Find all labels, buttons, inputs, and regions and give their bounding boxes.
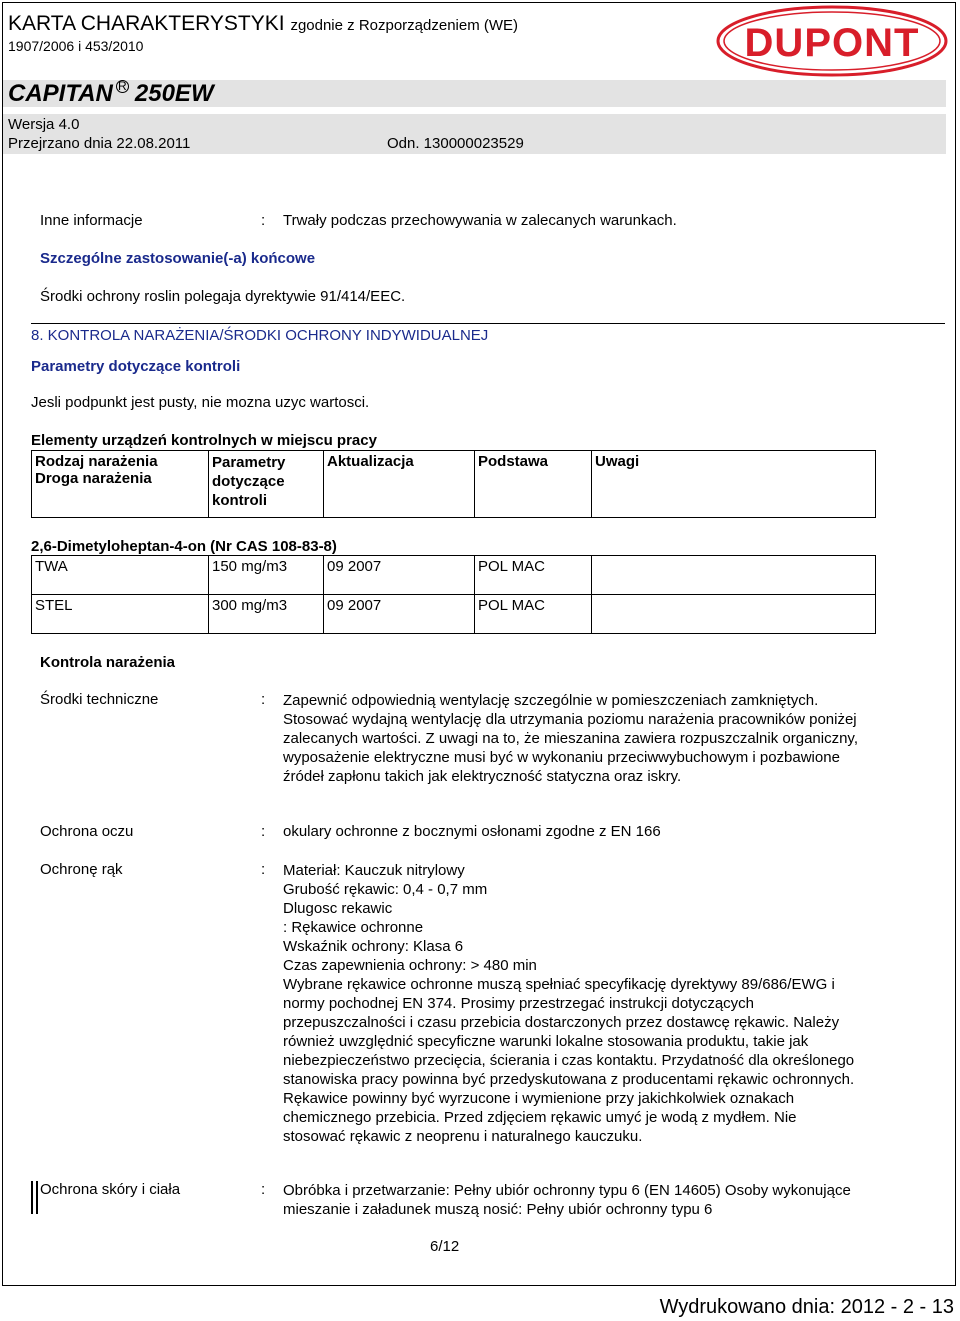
exposure-control-heading: Kontrola narażenia bbox=[40, 654, 176, 671]
workplace-heading: Elementy urządzeń kontrolnych w miejscu pracy bbox=[31, 432, 377, 449]
cell-type: TWA bbox=[32, 556, 209, 595]
column-header-parameters: Parametry dotyczące kontroli bbox=[209, 451, 324, 518]
cell-notes bbox=[592, 556, 876, 595]
skin-protection-label: Ochrona skóry i ciała bbox=[40, 1181, 181, 1198]
cell-basis: POL MAC bbox=[475, 595, 592, 634]
hand-line: Czas zapewnienia ochrony: > 480 min bbox=[283, 957, 537, 974]
colon: : bbox=[261, 1181, 266, 1198]
hand-line: Materiał: Kauczuk nitrylowy bbox=[283, 862, 465, 879]
empty-note: Jesli podpunkt jest pusty, nie mozna uzyc wartosci. bbox=[31, 394, 370, 411]
other-info-label: Inne informacje bbox=[40, 212, 143, 229]
registered-mark: R bbox=[116, 80, 129, 93]
revision-bar bbox=[36, 1181, 38, 1214]
hand-protection-label: Ochronę rąk bbox=[40, 861, 123, 878]
other-info-value: Trwały podczas przechowywania w zalecanych warunkach. bbox=[283, 212, 677, 229]
column-header-update: Aktualizacja bbox=[324, 451, 475, 518]
eye-protection-label: Ochrona oczu bbox=[40, 823, 134, 840]
column-header-notes: Uwagi bbox=[592, 451, 876, 518]
hand-line: Wskaźnik ochrony: Klasa 6 bbox=[283, 938, 464, 955]
column-header-exposure-type: Rodzaj narażenia Droga narażenia bbox=[32, 451, 209, 518]
substance-name: 2,6-Dimetyloheptan-4-on (Nr CAS 108-83-8) bbox=[31, 538, 337, 555]
cell-update: 09 2007 bbox=[324, 556, 475, 595]
cell-type: STEL bbox=[32, 595, 209, 634]
colon: : bbox=[261, 823, 266, 840]
document-title: KARTA CHARAKTERYSTYKI zgodnie z Rozporządzeniem (WE) bbox=[8, 12, 519, 35]
skin-protection-text: Obróbka i przetwarzanie: Pełny ubiór ochronny typu 6 (EN 14605) Osoby wykonujące mieszanie i załadunek muszą nosić: Pełny ubiór ochronny typu 6 bbox=[283, 1182, 851, 1218]
technical-measures-label: Środki techniczne bbox=[40, 691, 159, 708]
cell-update: 09 2007 bbox=[324, 595, 475, 634]
params-heading: Parametry dotyczące kontroli bbox=[31, 358, 241, 375]
hand-line: : Rękawice ochronne bbox=[283, 919, 424, 936]
hand-protection-block bbox=[283, 861, 863, 1146]
table-row bbox=[32, 595, 876, 634]
specific-use-text: Środki ochrony roslin polegaja dyrektywie 91/414/EEC. bbox=[40, 288, 406, 305]
reference-number: Odn. 130000023529 bbox=[387, 135, 524, 152]
eye-protection-text: okulary ochronne z bocznymi osłonami zgodne z EN 166 bbox=[283, 823, 661, 840]
cell-basis: POL MAC bbox=[475, 556, 592, 595]
printed-date: Wydrukowano dnia: 2012 - 2 - 13 bbox=[659, 1296, 954, 1318]
product-name: CAPITAN $^R$ 250EW bbox=[8, 79, 214, 107]
page-number: 6/12 bbox=[430, 1238, 460, 1255]
specific-use-heading: Szczególne zastosowanie(-a) końcowe bbox=[40, 250, 316, 267]
table-row bbox=[32, 556, 876, 595]
dupont-logo bbox=[715, 4, 949, 78]
colon: : bbox=[261, 212, 266, 229]
cell-notes bbox=[592, 595, 876, 634]
regulation-reference: 1907/2006 i 453/2010 bbox=[8, 38, 144, 54]
logo-text: DUPONT bbox=[744, 21, 920, 65]
version: Wersja 4.0 bbox=[8, 116, 80, 133]
hand-paragraph: Wybrane rękawice ochronne muszą spełniać specyfikację dyrektywy 89/686/EWG i normy pochodnej EN 374. Prosimy przestrzegać instrukcji dotyczących przepuszczalności i czasu przebicia dostarczonych przez dostawcę rękawic. Należy również uwzględnić specyficzne warunki lokalne stosowania produktu, takie jak niebezpieczeństwo przecięcia, ścierania i czas kontaktu. Przydatność dla określonego stanowiska pracy powinna być przedyskutowana z producentami rękawic ochronnych. Rękawice powinny być wyrzucone i wymienione przy jakichkolwiek oznakach chemicznego przebicia. Przed zdjęciem rękawic umyć je wodą z mydłem. Nie stosować rękawic z neoprenu i naturalnego kauczuku. bbox=[283, 976, 855, 1145]
colon: : bbox=[261, 861, 266, 878]
section-8-heading: 8. KONTROLA NARAŻENIA/ŚRODKI OCHRONY INDYWIDUALNEJ bbox=[31, 327, 489, 344]
hand-line: Grubość rękawic: 0,4 - 0,7 mm bbox=[283, 881, 488, 898]
revision-bar bbox=[31, 1181, 33, 1214]
revision-date: Przejrzano dnia 22.08.2011 bbox=[8, 135, 191, 152]
colon: : bbox=[261, 691, 266, 708]
section-divider bbox=[31, 323, 945, 324]
column-header-basis: Podstawa bbox=[475, 451, 592, 518]
cell-value: 150 mg/m3 bbox=[209, 556, 324, 595]
technical-measures-text: Zapewnić odpowiednią wentylację szczególnie w pomieszczeniach zamkniętych. Stosować wydajną wentylację dla utrzymania poziomu narażenia pracowników poniżej zalecanych wartości. Z uwagi na to, że mieszanina zawiera rozpuszczalnik organiczny, wyposażenie elektryczne musi być w wykonaniu przeciwwybuchowym i pozbawione źródeł zapłonu takich jak elektryczność statyczna oraz iskry. bbox=[283, 692, 858, 785]
exposure-limits-table bbox=[31, 555, 876, 634]
hand-line: Dlugosc rekawic bbox=[283, 900, 393, 917]
control-parameters-header-table bbox=[31, 450, 876, 518]
cell-value: 300 mg/m3 bbox=[209, 595, 324, 634]
